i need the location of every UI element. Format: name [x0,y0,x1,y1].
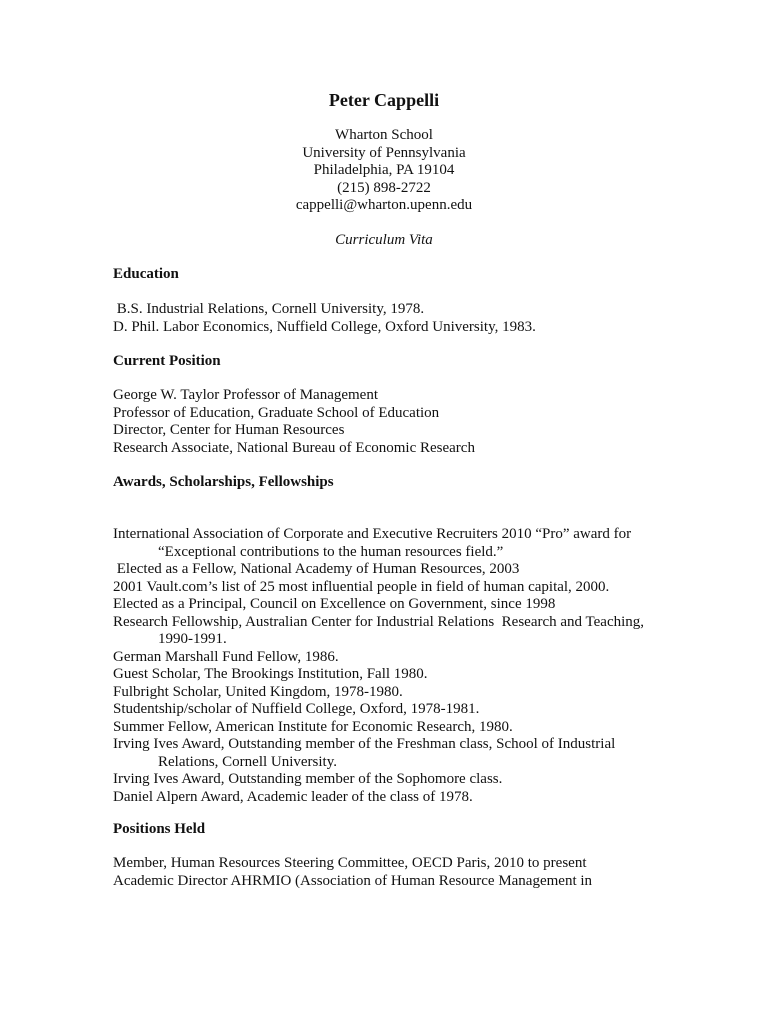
positions-held-heading: Positions Held [113,821,206,837]
education-item: D. Phil. Labor Economics, Nuffield College, Oxford University, 1983. [113,318,536,335]
position-item: Research Associate, National Bureau of Economic Research [113,439,475,456]
position-item: Director, Center for Human Resources [113,422,345,438]
award-line: Elected as a Fellow, National Academy of Human Resources, 2003 [113,561,520,577]
positions-held-list [113,855,592,890]
education-item: B.S. Industrial Relations, Cornell University, 1978. [113,301,425,317]
award-line: Relations, Cornell University. [158,753,338,770]
awards-list [113,526,644,806]
award-line: Daniel Alpern Award, Academic leader of the class of 1978. [113,788,473,805]
award-line: Summer Fellow, American Institute for Economic Research, 1980. [113,718,513,735]
current-position-list [113,387,475,457]
author-name: Peter Cappelli [328,90,440,110]
phone-line: (215) 898-2722 [337,179,431,196]
institution-line: Wharton School [335,127,433,143]
city-line: Philadelphia, PA 19104 [313,162,455,178]
email-line: cappelli@wharton.upenn.edu [295,197,473,213]
contact-block [0,127,768,215]
education-list [113,301,536,336]
award-line: 2001 Vault.com’s list of 25 most influential people in field of human capital, 2000. [113,578,610,595]
award-line: “Exceptional contributions to the human resources field.” [158,543,504,560]
award-line: Irving Ives Award, Outstanding member of the Sophomore class. [113,771,503,787]
award-line: German Marshall Fund Fellow, 1986. [113,648,339,665]
education-heading: Education [113,266,179,282]
positions-held-item: Member, Human Resources Steering Committee, OECD Paris, 2010 to present [113,855,587,871]
award-line: Irving Ives Award, Outstanding member of the Freshman class, School of Industrial [113,736,616,752]
award-line: International Association of Corporate and Executive Recruiters 2010 “Pro” award for [113,526,632,542]
award-line: Research Fellowship, Australian Center for Industrial Relations Research and Teaching, [113,613,645,630]
award-line: 1990-1991. [158,631,227,647]
positions-held-item: Academic Director AHRMIO (Association of Human Resource Management in [113,872,593,889]
award-line: Fulbright Scholar, United Kingdom, 1978-1980. [113,683,403,700]
document-title: Curriculum Vita [335,232,433,248]
award-line: Guest Scholar, The Brookings Institution, Fall 1980. [113,666,428,682]
awards-heading: Awards, Scholarships, Fellowships [113,474,334,490]
current-position-heading: Current Position [113,353,221,369]
award-line: Studentship/scholar of Nuffield College, Oxford, 1978-1981. [113,701,480,717]
award-line: Elected as a Principal, Council on Excellence on Government, since 1998 [113,596,556,612]
university-line: University of Pennsylvania [302,144,466,161]
position-item: George W. Taylor Professor of Management [113,387,379,403]
position-item: Professor of Education, Graduate School of Education [113,404,440,421]
